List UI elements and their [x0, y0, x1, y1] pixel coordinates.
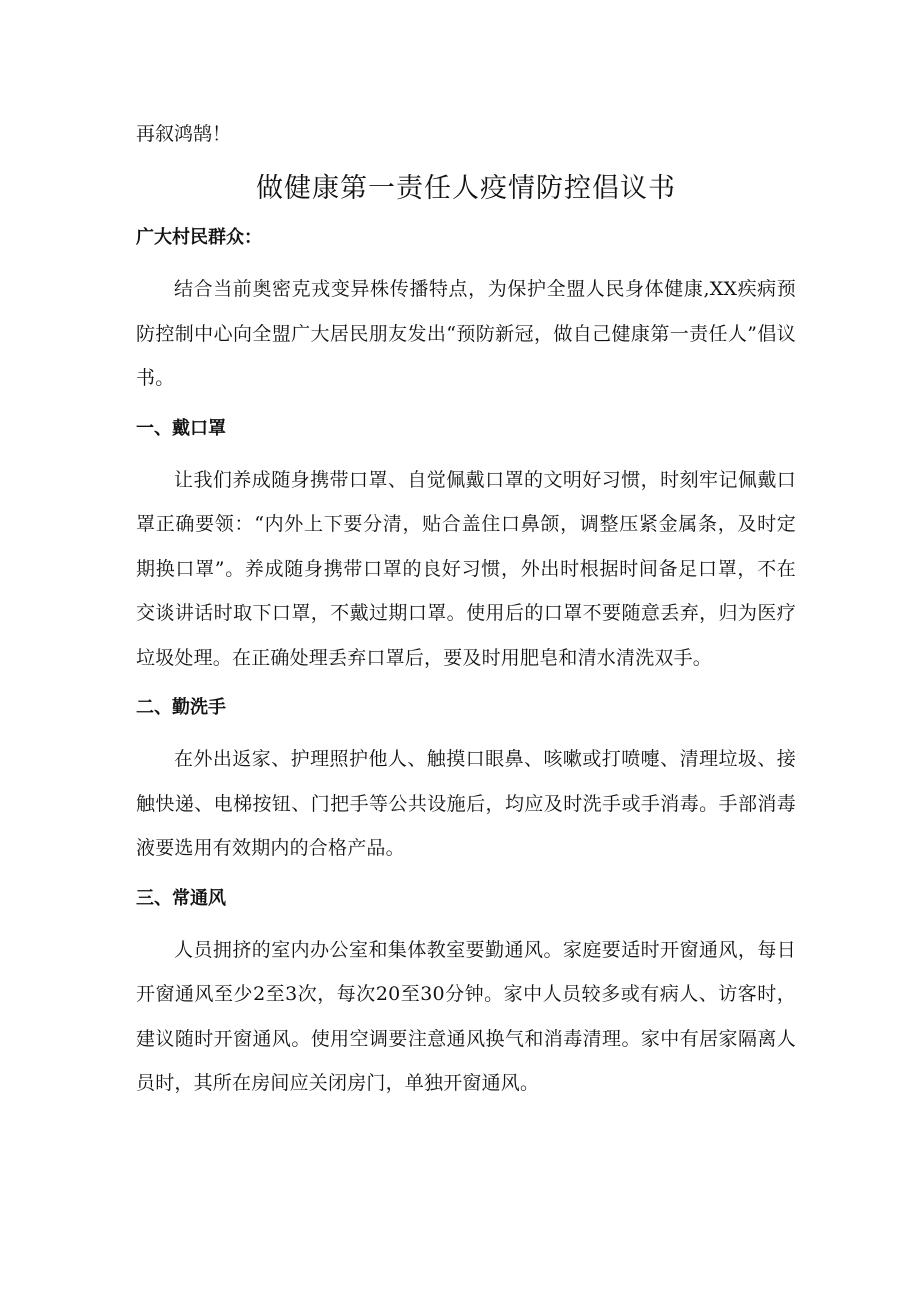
- document-title: 做健康第一责任人疫情防控倡议书: [256, 173, 676, 204]
- section-handwashing: [136, 692, 796, 871]
- section-body-handwashing: 在外出返家、护理照护他人、触摸口眼鼻、咳嗽或打喷嚏、清理垃圾、接触快递、电梯按钮、门把手等公共设施后，均应及时洗手或手消毒。手部消毒液要选用有效期内的合格产品。: [136, 748, 796, 859]
- section-masks: [136, 413, 796, 681]
- section-body-masks: 让我们养成随身携带口罩、自觉佩戴口罩的文明好习惯，时刻牢记佩戴口罩正确要领：“内外上下要分清，贴合盖住口鼻颌，调整压紧金属条，及时定期换口罩”。养成随身携带口罩的良好习惯，外出时根据时间备足口罩，不在交谈讲话时取下口罩，不戴过期口罩。使用后的口罩不要随意丢弃，归为医疗垃圾处理。在正确处理丢弃口罩后，要及时用肥皂和清水清洗双手。: [136, 468, 796, 669]
- section-ventilation: [136, 883, 796, 1106]
- document-body: [136, 118, 796, 1118]
- section-body-ventilation: 人员拥挤的室内办公室和集体教室要勤通风。家庭要适时开窗通风，每日开窗通风至少2至3次，每次20至30分钟。家中人员较多或有病人、访客时，建议随时开窗通风。使用空调要注意通风换气和消毒清理。家中有居家隔离人员时，其所在房间应关闭房门，单独开窗通风。: [136, 938, 796, 1094]
- section-heading-ventilation: 三、常通风: [136, 887, 226, 909]
- previous-page-tail-text: 再叙鸿鹄！: [136, 123, 232, 145]
- section-heading-handwashing: 二、勤洗手: [136, 697, 226, 718]
- salutation: 广大村民群众：: [136, 227, 262, 248]
- section-heading-masks: 一、戴口罩: [136, 417, 226, 439]
- intro-paragraph: 结合当前奥密克戎变异株传播特点，为保护全盟人民身体健康,XX疾病预防控制中心向全盟广大居民朋友发出“预防新冠，做自己健康第一责任人”倡议书。: [136, 278, 796, 389]
